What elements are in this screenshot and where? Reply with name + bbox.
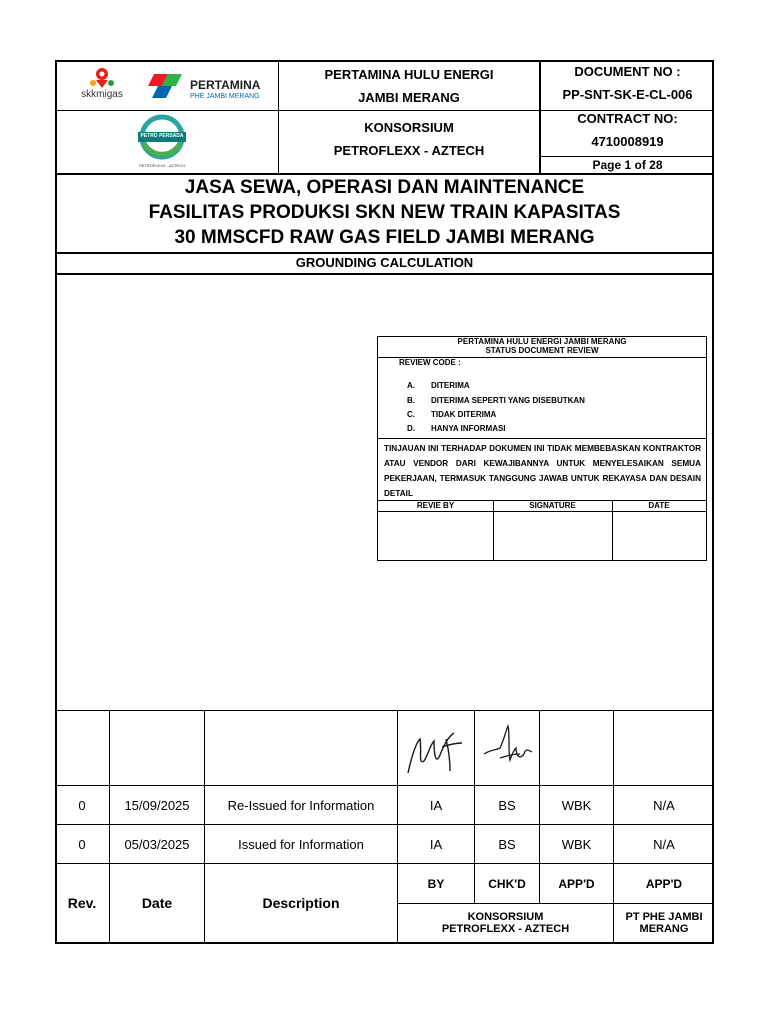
review-disclaimer: TINJAUAN INI TERHADAP DOKUMEN INI TIDAK MEMBEBASKAN KONTRAKTOR ATAU VENDOR DARI KEWAJIBANNYA UNTUK MENYELESAIKAN SEMUA PEKERJAAN, TERMASUK TANGGUNG JAWAB UNTUK REKAYASA DAN DESAIN DETAIL [384, 444, 701, 498]
footer-rev: Rev. [67, 895, 97, 911]
footer-consortium-line2: PETROFLEXX - AZTECH [441, 923, 570, 935]
petro-persada-logo-sub: PETROFLEXX - AZTECH [139, 163, 185, 168]
signature-by [404, 725, 466, 777]
signature-by-icon [404, 725, 466, 777]
skkmigas-logo [72, 66, 132, 106]
footer-by: BY [427, 876, 445, 891]
rev-row2-app2: N/A [653, 836, 675, 852]
contract-label: CONTRACT NO: [577, 111, 678, 126]
footer-appd2: APP'D [645, 876, 683, 891]
review-code-label: REVIEW CODE : [399, 358, 461, 367]
contract-value: 4710008919 [591, 134, 664, 149]
petro-persada-logo [132, 113, 192, 171]
footer-description: Description [262, 895, 340, 911]
review-code-a-letter: A. [407, 381, 415, 390]
review-code-b-letter: B. [407, 396, 415, 405]
footer-date: Date [141, 895, 173, 911]
review-org: PERTAMINA HULU ENERGI JAMBI MERANG [457, 337, 627, 346]
title-line3: 30 MMSCFD RAW GAS FIELD JAMBI MERANG [174, 227, 595, 248]
rev-row2-date: 05/03/2025 [124, 836, 190, 852]
doc-no-value: PP-SNT-SK-E-CL-006 [562, 87, 693, 102]
pertamina-logo-sub: PHE JAMBI MERANG [190, 93, 260, 100]
review-col-signature: SIGNATURE [529, 501, 576, 510]
rev-row2-desc: Issued for Information [238, 836, 364, 852]
skkmigas-logo-text: skkmigas [81, 89, 123, 100]
review-status: STATUS DOCUMENT REVIEW [485, 346, 599, 355]
review-code-a-text: DITERIMA [431, 381, 470, 390]
petro-persada-logo-text: PETRO PERSADA [140, 133, 184, 139]
consortium-line2: PETROFLEXX - AZTECH [333, 143, 485, 158]
pertamina-logo [148, 70, 273, 104]
title-line2: FASILITAS PRODUKSI SKN NEW TRAIN KAPASITAS [148, 202, 621, 223]
rev-row1-date: 15/09/2025 [124, 797, 190, 813]
pertamina-arrow-icon [148, 72, 188, 100]
footer-phe-line1: PT PHE JAMBI [625, 911, 703, 923]
rev-row2-app1: WBK [561, 836, 592, 852]
review-code-c-letter: C. [407, 410, 415, 419]
rev-row2-rev: 0 [78, 836, 86, 852]
rev-row1-desc: Re-Issued for Information [227, 797, 375, 813]
footer-consortium-line1: KONSORSIUM [467, 911, 544, 923]
review-col-date: DATE [648, 501, 670, 510]
footer-consortium [398, 904, 613, 942]
review-stamp-box [377, 336, 707, 561]
skkmigas-emblem-icon [72, 66, 132, 106]
rev-row1-chk: BS [498, 797, 516, 813]
company-name-line1: PERTAMINA HULU ENERGI [324, 67, 494, 82]
review-code-d-text: HANYA INFORMASI [431, 424, 506, 433]
rev-row1-app1: WBK [561, 797, 592, 813]
footer-phe-line2: MERANG [639, 923, 689, 935]
rev-row1-app2: N/A [653, 797, 675, 813]
page-number: Page 1 of 28 [592, 158, 663, 172]
review-code-c-text: TIDAK DITERIMA [431, 410, 497, 419]
signature-chk [480, 720, 536, 772]
consortium-line1: KONSORSIUM [364, 120, 454, 135]
footer-chkd: CHK'D [488, 876, 526, 891]
rev-row1-rev: 0 [78, 797, 86, 813]
doc-no-label: DOCUMENT NO : [574, 64, 681, 79]
review-code-b-text: DITERIMA SEPERTI YANG DISEBUTKAN [431, 396, 585, 405]
footer-appd1: APP'D [558, 876, 595, 891]
footer-phe [614, 904, 714, 942]
rev-row1-by: IA [429, 797, 443, 813]
rev-row2-chk: BS [498, 836, 516, 852]
signature-chk-icon [480, 720, 536, 772]
review-col-reviewby: REVIE BY [416, 501, 455, 510]
review-code-d-letter: D. [407, 424, 415, 433]
document-subtitle: GROUNDING CALCULATION [295, 255, 474, 270]
company-name-line2: JAMBI MERANG [358, 90, 460, 105]
pertamina-logo-title: PERTAMINA [190, 78, 261, 92]
title-line1: JASA SEWA, OPERASI DAN MAINTENANCE [184, 177, 585, 198]
rev-row2-by: IA [429, 836, 443, 852]
